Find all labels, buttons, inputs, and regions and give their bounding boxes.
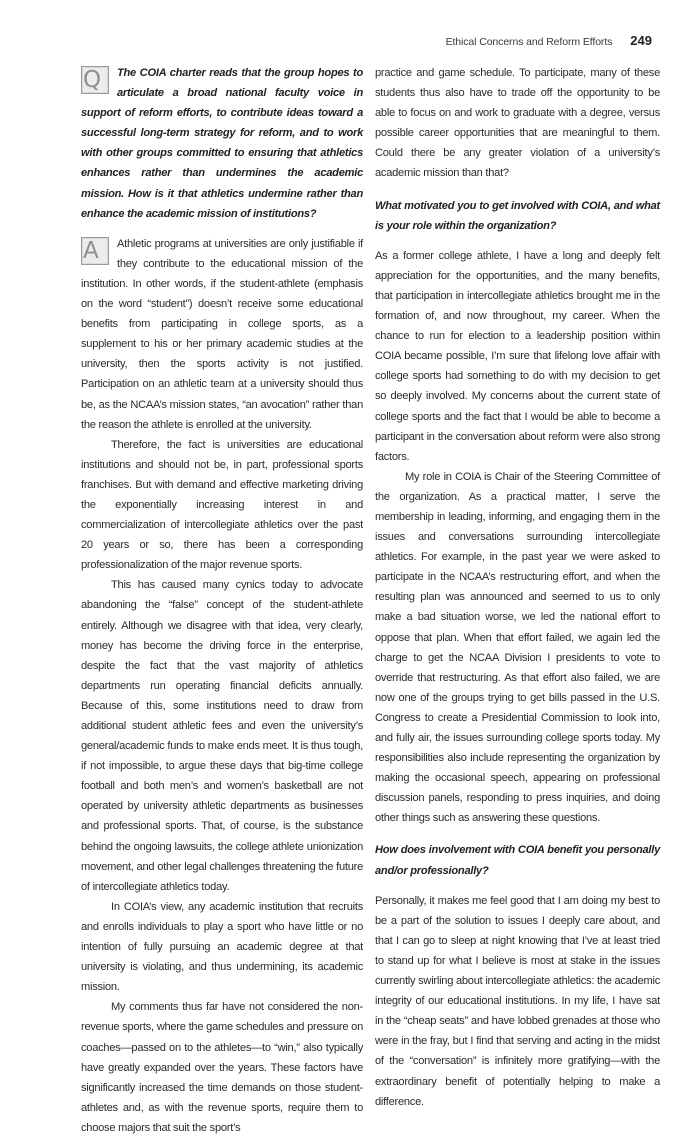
section-title: Ethical Concerns and Reform Efforts xyxy=(445,36,613,48)
answer-1-continuation: practice and game schedule. To participate, many of these students thus also have to trade off the opportunity to be able to focus on and work to graduate with a degree, versus possible career opportunities that are meaningful to them. Could there be any greater violation of a university’s academic mission than that? xyxy=(375,67,660,180)
answer-icon: A xyxy=(81,237,109,265)
answer-2-paragraph: As a former college athlete, I have a long and deeply felt appreciation for the opportunities, and the many benefits, that participation in intercollegiate athletics brought me in the formation of, and now throughout, my career. When the chance to run for election to a leadership position within COIA became possible, I’m sure that lifelong love affair with college sports had something to do with my decision to get so deeply involved. My concerns about the current state of college sports and the fact that I would be able to become a participant in the conversation about reform were also strong factors. xyxy=(375,249,660,463)
answer-1-paragraph: This has caused many cynics today to advocate abandoning the “false” concept of the student-athlete entirely. Although we disagree with that idea, very clearly, money has become the driving force in the enterprise, despite the fact that the vast majority of athletics departments run operating financial deficits annually. Because of this, some institutions need to draw from additional student athletic fees and even the university’s general/academic funds to make ends meet. It is thus tough, if not impossible, to argue these days that big-time college football and both men’s and women’s basketball are not operated by university athletic departments as businesses and professional sports. That, of course, is the substance behind the ongoing lawsuits, the college athlete unionization movement, and other legal challenges threatening the future of intercollegiate athletics today. xyxy=(81,579,363,893)
page-number: 249 xyxy=(630,33,652,48)
answer-2-paragraph: My role in COIA is Chair of the Steering Committee of the organization. As a practical matter, I serve the membership in leading, informing, and engaging them in the issues and conversations surrounding intercollegiate athletics. For example, in the past year we were asked to participate in the NCAA’s restructuring effort, and when the resulting plan was announced and seemed to us to only make a bad situation worse, we led the national effort to oppose that plan. When that effort failed, we again led the charge to get the NCAA Division I presidents to vote to override that restructuring. As that effort also failed, we are now one of the groups trying to get bills passed in the U.S. Congress to create a Presidential Commission to look into, and fully air, the issues surrounding college sports today. My responsibilities also include representing the organization by making the occasional speech, appearing on professional discussion panels, responding to press inquiries, and doing other things such as answering these questions. xyxy=(375,470,660,825)
question-icon: Q xyxy=(81,66,109,94)
running-head xyxy=(446,33,652,48)
question-1-text: The COIA charter reads that the group hopes to articulate a broad national faculty voice in support of reform efforts, to contribute ideas toward a successful long-term strategy for reform, and to work with other groups committed to ensuring that athletics enhances rather than undermines the academic mission. How is it that athletics undermine rather than enhance the academic mission of institutions? xyxy=(81,67,363,220)
answer-1-paragraph-text: Athletic programs at universities are only justifiable if they contribute to the educational mission of the institution. In other words, if the student-athlete (emphasis on the word “student”) doesn’t receive some educational benefits from participating in college sports, as a supplement to his or her primary academic studies at the university, then the sports activity is not justified. Participation on an athletic team at a university should thus be, as the NCAA’s mission states, “an avocation” rather than the reason the athlete is enrolled at the university. xyxy=(81,237,363,431)
answer-1-paragraph: In COIA’s view, any academic institution that recruits and enrolls individuals to play a sport who have little or no intention of fully pursuing an academic degree at that university is violating, and thus undermining, its academic mission. xyxy=(81,900,363,994)
answer-3-paragraph: Personally, it makes me feel good that I am doing my best to be a part of the solution to issues I deeply care about, and that I can go to sleep at night knowing that I’ve at least tried to stand up for what I believe is most at stake in the issues currently swirling about intercollegiate athletics: the academic integrity of our educational institutions. In my life, I have sat in the “cheap seats” and have lobbed grenades at those who were in the fray, but I find that serving and acting in the midst of the “conversation” is infinitely more gratifying—with the extraordinary benefit of potentially helping to make a difference. xyxy=(375,894,660,1108)
question-2: What motivated you to get involved with COIA, and what is your role within the organization? xyxy=(375,199,660,232)
question-1 xyxy=(81,63,363,224)
question-3: How does involvement with COIA benefit you personally and/or professionally? xyxy=(375,844,660,877)
right-column xyxy=(375,63,660,1112)
left-column xyxy=(81,63,363,1138)
answer-1-paragraph xyxy=(81,234,363,435)
answer-1-paragraph: Therefore, the fact is universities are educational institutions and should not be, in part, professional sports franchises. But with demand and effective marketing driving the exponentially increasing interest in and commercialization of intercollegiate athletics over the past 20 years or so, there has been a corresponding professionalization of the major revenue sports. xyxy=(81,438,363,572)
answer-1-paragraph: My comments thus far have not considered the non-revenue sports, where the game schedules and pressure on coaches—passed on to the athletes—to “win,” also typically have greatly expanded over the years. These factors have significantly increased the time demands on those student-athletes and, as with the revenue sports, require them to choose majors that suit the sport’s xyxy=(81,1001,363,1134)
